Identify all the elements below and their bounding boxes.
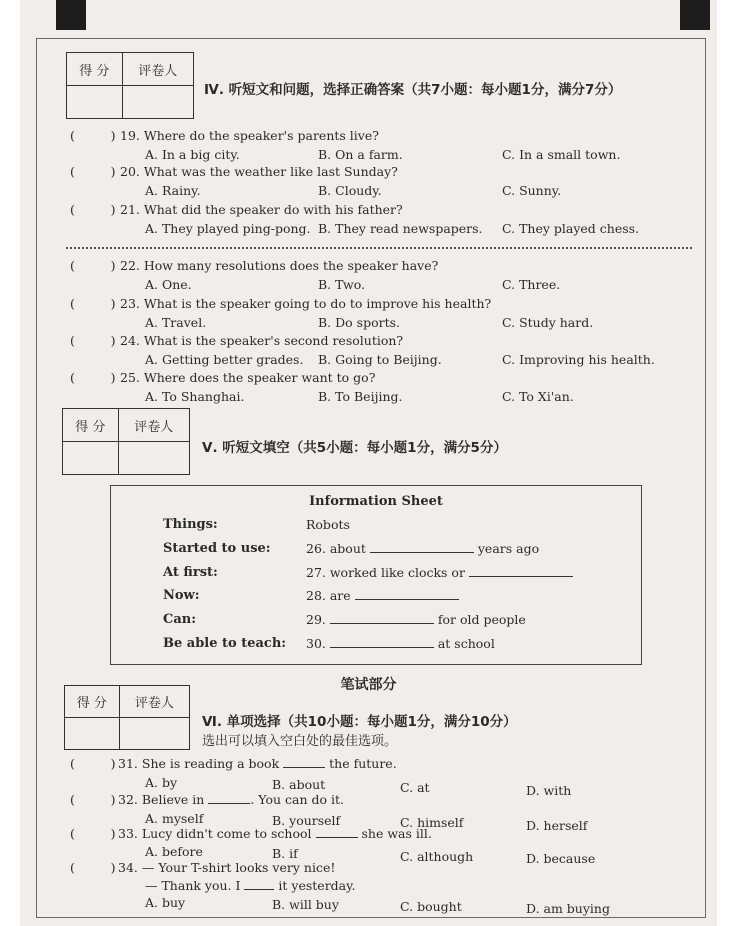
option-25-b: B. To Beijing. bbox=[318, 389, 403, 404]
reviewer-cell[interactable] bbox=[122, 86, 193, 119]
answer-paren-31[interactable]: ( ) bbox=[70, 756, 116, 771]
answer-paren-20[interactable]: ( ) bbox=[70, 164, 116, 179]
info-value-26: 26. about years ago bbox=[306, 541, 540, 556]
option-22-a: A. One. bbox=[145, 277, 192, 292]
section6-instruction: 选出可以填入空白处的最佳选项。 bbox=[202, 734, 398, 749]
option-32-b: B. yourself bbox=[272, 813, 341, 828]
info-label-at-first: At first: bbox=[163, 565, 218, 580]
option-33-d: D. because bbox=[526, 851, 596, 866]
option-21-a: A. They played ping-pong. bbox=[145, 221, 311, 236]
written-part-title: 笔试部分 bbox=[340, 677, 397, 693]
option-31-d: D. with bbox=[526, 783, 572, 798]
option-33-c: C. although bbox=[400, 849, 474, 864]
option-31-a: A. by bbox=[145, 775, 178, 790]
question-20: 20. What was the weather like last Sunday? bbox=[120, 164, 398, 179]
reviewer-label: 评卷人 bbox=[122, 53, 193, 86]
info-label-now: Now: bbox=[163, 588, 200, 603]
dotted-divider bbox=[66, 247, 692, 249]
answer-paren-33[interactable]: ( ) bbox=[70, 826, 116, 841]
option-33-a: A. before bbox=[145, 844, 203, 859]
blank-31[interactable] bbox=[283, 767, 325, 768]
option-23-c: C. Study hard. bbox=[502, 315, 594, 330]
grader-box-section4 bbox=[66, 52, 194, 119]
question-22: 22. How many resolutions does the speaker have? bbox=[120, 258, 439, 273]
score-cell[interactable] bbox=[63, 442, 119, 475]
score-label: 得 分 bbox=[63, 409, 119, 442]
blank-30[interactable] bbox=[330, 647, 434, 648]
option-25-a: A. To Shanghai. bbox=[145, 389, 245, 404]
score-cell[interactable] bbox=[67, 86, 123, 119]
info-label-started: Started to use: bbox=[163, 541, 271, 556]
option-23-b: B. Do sports. bbox=[318, 315, 400, 330]
option-32-c: C. himself bbox=[400, 815, 464, 830]
blank-29[interactable] bbox=[330, 623, 434, 624]
grader-box-section5 bbox=[62, 408, 190, 475]
option-19-c: C. In a small town. bbox=[502, 147, 621, 162]
score-label: 得 分 bbox=[65, 686, 120, 718]
info-value-things: Robots bbox=[306, 517, 350, 532]
info-label-can: Can: bbox=[163, 612, 197, 627]
question-23: 23. What is the speaker going to do to improve his health? bbox=[120, 296, 492, 311]
option-31-b: B. about bbox=[272, 777, 326, 792]
option-24-b: B. Going to Beijing. bbox=[318, 352, 442, 367]
option-31-c: C. at bbox=[400, 780, 430, 795]
info-label-teach: Be able to teach: bbox=[163, 636, 287, 651]
reviewer-cell[interactable] bbox=[118, 442, 189, 475]
info-value-28: 28. are bbox=[306, 588, 459, 603]
option-25-c: C. To Xi'an. bbox=[502, 389, 574, 404]
section4-heading: Ⅳ. 听短文和问题，选择正确答案（共7小题：每小题1分，满分7分） bbox=[204, 82, 622, 98]
answer-paren-25[interactable]: ( ) bbox=[70, 370, 116, 385]
option-20-a: A. Rainy. bbox=[145, 183, 201, 198]
question-33: 33. Lucy didn't come to school she was ill. bbox=[118, 826, 432, 841]
question-31: 31. She is reading a book the future. bbox=[118, 756, 397, 771]
info-value-29: 29. for old people bbox=[306, 612, 526, 627]
option-24-c: C. Improving his health. bbox=[502, 352, 655, 367]
section6-heading: Ⅵ. 单项选择（共10小题：每小题1分，满分10分） bbox=[202, 714, 517, 730]
question-24: 24. What is the speaker's second resolution? bbox=[120, 333, 404, 348]
answer-paren-24[interactable]: ( ) bbox=[70, 333, 116, 348]
section5-heading: Ⅴ. 听短文填空（共5小题：每小题1分，满分5分） bbox=[202, 440, 507, 456]
option-20-c: C. Sunny. bbox=[502, 183, 562, 198]
answer-paren-34[interactable]: ( ) bbox=[70, 860, 116, 875]
blank-28[interactable] bbox=[355, 599, 459, 600]
reviewer-label: 评卷人 bbox=[119, 686, 189, 718]
option-32-a: A. myself bbox=[145, 811, 204, 826]
answer-paren-21[interactable]: ( ) bbox=[70, 202, 116, 217]
option-19-a: A. In a big city. bbox=[145, 147, 240, 162]
score-label: 得 分 bbox=[67, 53, 123, 86]
answer-paren-22[interactable]: ( ) bbox=[70, 258, 116, 273]
blank-32[interactable] bbox=[208, 803, 250, 804]
option-34-a: A. buy bbox=[145, 895, 186, 910]
option-21-c: C. They played chess. bbox=[502, 221, 640, 236]
info-value-30: 30. at school bbox=[306, 636, 495, 651]
answer-paren-23[interactable]: ( ) bbox=[70, 296, 116, 311]
option-33-b: B. if bbox=[272, 846, 298, 861]
option-32-d: D. herself bbox=[526, 818, 588, 833]
option-34-d: D. am buying bbox=[526, 901, 610, 916]
blank-27[interactable] bbox=[469, 576, 573, 577]
blank-33[interactable] bbox=[316, 837, 358, 838]
info-sheet-title: Information Sheet bbox=[309, 494, 443, 509]
option-34-c: C. bought bbox=[400, 899, 462, 914]
black-corner-mark-left bbox=[56, 0, 86, 30]
blank-26[interactable] bbox=[370, 552, 474, 553]
option-19-b: B. On a farm. bbox=[318, 147, 403, 162]
question-25: 25. Where does the speaker want to go? bbox=[120, 370, 376, 385]
info-label-things: Things: bbox=[163, 517, 218, 532]
option-23-a: A. Travel. bbox=[145, 315, 207, 330]
score-cell[interactable] bbox=[65, 718, 120, 750]
question-19: 19. Where do the speaker's parents live? bbox=[120, 128, 379, 143]
option-24-a: A. Getting better grades. bbox=[145, 352, 304, 367]
option-20-b: B. Cloudy. bbox=[318, 183, 382, 198]
option-34-b: B. will buy bbox=[272, 897, 339, 912]
info-value-27: 27. worked like clocks or bbox=[306, 565, 573, 580]
question-32: 32. Believe in . You can do it. bbox=[118, 792, 344, 807]
blank-34[interactable] bbox=[244, 889, 274, 890]
option-21-b: B. They read newspapers. bbox=[318, 221, 483, 236]
reviewer-label: 评卷人 bbox=[118, 409, 189, 442]
information-sheet bbox=[110, 485, 642, 665]
question-34-reply: — Thank you. I it yesterday. bbox=[145, 878, 356, 893]
black-corner-mark-right bbox=[680, 0, 710, 30]
question-34: 34. — Your T-shirt looks very nice! bbox=[118, 860, 336, 875]
reviewer-cell[interactable] bbox=[119, 718, 189, 750]
grader-box-section6 bbox=[64, 685, 190, 750]
question-21: 21. What did the speaker do with his father? bbox=[120, 202, 403, 217]
answer-paren-32[interactable]: ( ) bbox=[70, 792, 116, 807]
option-22-c: C. Three. bbox=[502, 277, 561, 292]
answer-paren-19[interactable]: ( ) bbox=[70, 128, 116, 143]
option-22-b: B. Two. bbox=[318, 277, 366, 292]
